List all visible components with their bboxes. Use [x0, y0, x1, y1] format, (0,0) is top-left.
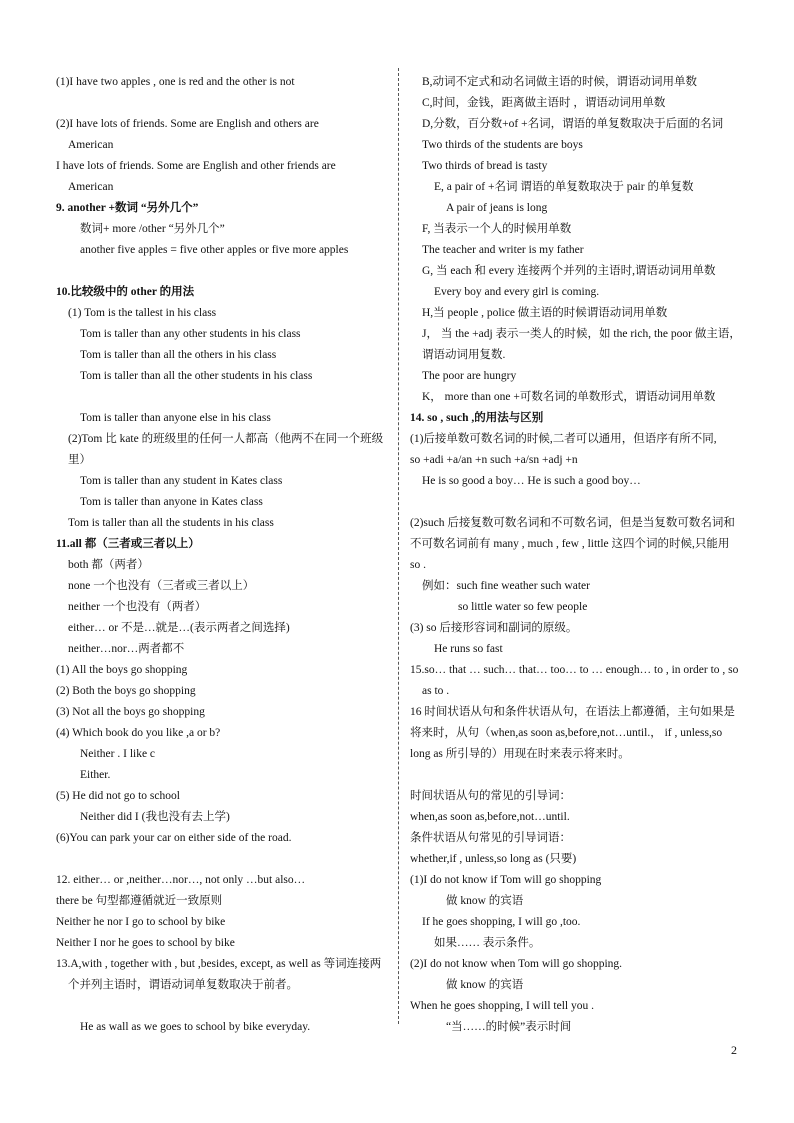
text-line: He as wall as we goes to school by bike everyday.: [80, 1021, 311, 1033]
text-line: 10.比较级中的 other 的用法: [56, 286, 195, 298]
text-line: B,动词不定式和动名词做主语的时候，谓语动词用单数: [422, 76, 698, 88]
text-line: C,时间，金钱，距离做主语时 ，谓语动词用单数: [422, 97, 666, 109]
text-line: (1)后接单数可数名词的时候,二者可以通用，但语序有所不同,: [410, 433, 717, 445]
text-line: (2)I have lots of friends. Some are English and others are: [56, 118, 319, 130]
text-line: Tom is taller than all the other students in his class: [80, 370, 313, 382]
blank-line: [410, 492, 742, 513]
text-line: 条件状语从句常见的引导词语：: [410, 832, 571, 844]
right-column: [410, 72, 742, 1038]
text-line: neither…nor…两者都不: [68, 643, 185, 655]
text-line: 例如：such fine weather such water: [422, 580, 590, 592]
text-line: (2)such 后接复数可数名词和不可数名词，但是当复数可数名词和不可数名词前有 many , much , few , little 这四个词的时候,只能用 so .: [410, 517, 735, 571]
text-line: (1)I have two apples , one is red and the other is not: [56, 76, 295, 88]
text-line: Two thirds of the students are boys: [422, 139, 583, 151]
text-line: 15.so… that … such… that… too… to … enough… to , in order to , so as to .: [410, 664, 739, 697]
text-line: (1) All the boys go shopping: [56, 664, 188, 676]
text-line: 做 know 的宾语: [446, 979, 524, 991]
text-line: 如果…… 表示条件。: [434, 937, 541, 949]
text-line: (1) Tom is the tallest in his class: [68, 307, 217, 319]
text-line: 16 时间状语从句和条件状语从句，在语法上都遵循，主句如果是将来时，从句（when,as soon as,before,not…until.， if , unless,so long as 所引导的）用现在时来表示将来时。: [410, 706, 735, 760]
text-line: 13.A,with , together with , but ,besides, except, as well as 等词连接两个并列主语时，谓语动词单复数取决于前者。: [56, 958, 382, 991]
text-line: Tom is taller than anyone else in his class: [80, 412, 271, 424]
page-number: 2: [731, 1043, 737, 1057]
text-line: so little water so few people: [458, 601, 588, 613]
text-line: 11.all 都（三者或三者以上）: [56, 538, 200, 550]
text-line: K， more than one +可数名词的单数形式，谓语动词用单数: [422, 391, 716, 403]
text-line: Tom is taller than any other students in his class: [80, 328, 301, 340]
text-line: He runs so fast: [434, 643, 503, 655]
text-line: (3) so 后接形容词和副词的原级。: [410, 622, 578, 634]
blank-line: [56, 996, 386, 1017]
text-line: Neither he nor I go to school by bike: [56, 916, 226, 928]
text-line: 时间状语从句的常见的引导词：: [410, 790, 571, 802]
text-line: so +adi +a/an +n such +a/sn +adj +n: [410, 454, 578, 466]
text-line: If he goes shopping, I will go ,too.: [422, 916, 581, 928]
text-line: either… or 不是…就是…(表示两者之间选择): [68, 622, 290, 634]
text-line: Tom is taller than any student in Kates class: [80, 475, 283, 487]
text-line: Tom is taller than all the students in his class: [68, 517, 274, 529]
text-line: none 一个也没有（三者或三者以上）: [68, 580, 255, 592]
text-line: both 都（两者）: [68, 559, 149, 571]
text-line: 12. either… or ,neither…nor…, not only …but also…: [56, 874, 306, 886]
text-line: Every boy and every girl is coming.: [434, 286, 600, 298]
text-line: (2)I do not know when Tom will go shopping.: [410, 958, 623, 970]
text-line: American: [68, 181, 114, 193]
text-line: The poor are hungry: [422, 370, 517, 382]
text-line: 14. so , such ,的用法与区别: [410, 412, 544, 424]
text-line: G, 当 each 和 every 连接两个并列的主语时,谓语动词用单数: [422, 265, 716, 277]
text-line: 数词+ more /other “另外几个”: [80, 223, 225, 235]
text-line: He is so good a boy… He is such a good boy…: [422, 475, 641, 487]
blank-line: [56, 387, 386, 408]
text-line: (6)You can park your car on either side of the road.: [56, 832, 292, 844]
text-line: E, a pair of +名词 谓语的单复数取决于 pair 的单复数: [434, 181, 694, 193]
text-line: I have lots of friends. Some are English and other friends are: [56, 160, 336, 172]
text-line: (1)I do not know if Tom will go shopping: [410, 874, 602, 886]
text-line: (3) Not all the boys go shopping: [56, 706, 205, 718]
column-divider: [398, 68, 399, 1024]
text-line: another five apples = five other apples or five more apples: [80, 244, 349, 256]
text-line: Neither . I like c: [80, 748, 156, 760]
text-line: Tom is taller than all the others in his class: [80, 349, 277, 361]
text-line: F, 当表示一个人的时候用单数: [422, 223, 572, 235]
text-line: Tom is taller than anyone in Kates class: [80, 496, 263, 508]
text-line: neither 一个也没有（两者）: [68, 601, 207, 613]
text-line: 9. another +数词 “另外几个”: [56, 202, 199, 214]
text-line: when,as soon as,before,not…until.: [410, 811, 570, 823]
text-line: The teacher and writer is my father: [422, 244, 584, 256]
text-line: 做 know 的宾语: [446, 895, 524, 907]
text-line: (5) He did not go to school: [56, 790, 180, 802]
left-column: [56, 72, 386, 1038]
text-line: (2)Tom 比 kate 的班级里的任何一人都高（他两不在同一个班级里）: [68, 433, 384, 466]
text-line: (4) Which book do you like ,a or b?: [56, 727, 221, 739]
text-line: there be 句型都遵循就近一致原则: [56, 895, 223, 907]
text-line: Neither did I (我也没有去上学): [80, 811, 230, 823]
blank-line: [410, 765, 742, 786]
text-line: American: [68, 139, 114, 151]
text-line: When he goes shopping, I will tell you .: [410, 1000, 594, 1012]
blank-line: [56, 261, 386, 282]
text-line: J， 当 the +adj 表示一类人的时候，如 the rich, the poor 做主语，谓语动词用复数.: [422, 328, 741, 361]
blank-line: [56, 849, 386, 870]
text-line: D,分数，百分数+of +名词，谓语的单复数取决于后面的名词: [422, 118, 724, 130]
text-line: Two thirds of bread is tasty: [422, 160, 548, 172]
text-line: (2) Both the boys go shopping: [56, 685, 196, 697]
text-line: Either.: [80, 769, 111, 781]
blank-line: [56, 93, 386, 114]
text-line: Neither I nor he goes to school by bike: [56, 937, 235, 949]
text-line: H,当 people , police 做主语的时候谓语动词用单数: [422, 307, 668, 319]
text-line: A pair of jeans is long: [446, 202, 548, 214]
text-line: whether,if , unless,so long as (只要): [410, 853, 577, 865]
text-line: “当……的时候”表示时间: [446, 1021, 572, 1033]
